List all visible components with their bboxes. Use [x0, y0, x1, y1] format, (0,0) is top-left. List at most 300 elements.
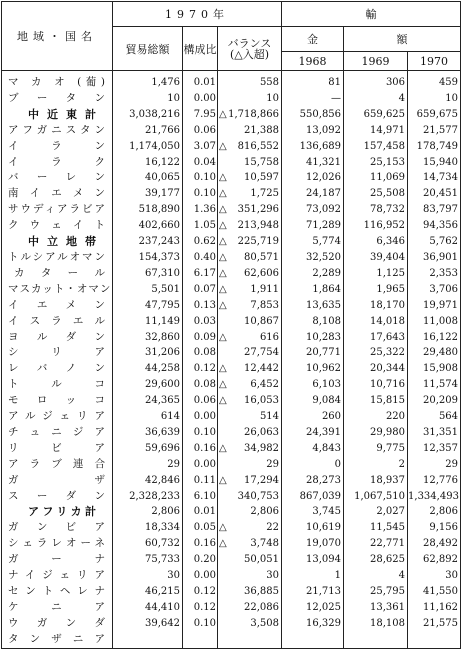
import-1970: 11,574 [408, 377, 461, 393]
import-1968: 10,283 [282, 330, 344, 346]
trade-total: 31,206 [113, 345, 183, 361]
import-1970: 14,734 [408, 170, 461, 186]
import-1968: 13,635 [282, 298, 344, 314]
import-1970: 30 [408, 568, 461, 584]
share-ratio: 1.05 [183, 218, 218, 234]
import-1970: 20,451 [408, 186, 461, 202]
import-1968: 10,619 [282, 520, 344, 536]
trade-total: 60,732 [113, 536, 183, 552]
trade-total: 59,696 [113, 441, 183, 457]
country-name: アルジェリア [2, 409, 113, 425]
import-1968: 3,745 [282, 504, 344, 520]
trade-total: 16,122 [113, 155, 183, 171]
import-1970: 15,908 [408, 361, 461, 377]
import-1969: 22,771 [344, 536, 408, 552]
trade-total: 40,065 [113, 170, 183, 186]
import-1968: 73,092 [282, 202, 344, 218]
balance-value: 7,853 [250, 299, 280, 311]
trade-total: 3,038,216 [113, 107, 183, 123]
table-row [2, 155, 461, 171]
balance-value: 10,867 [244, 315, 280, 327]
table-row [2, 330, 461, 346]
trade-balance [218, 186, 282, 202]
import-1968: 867,039 [282, 489, 344, 505]
import-1968: 28,273 [282, 473, 344, 489]
import-1969: 11,069 [344, 170, 408, 186]
import-1969: 4 [344, 91, 408, 107]
table-row [2, 504, 461, 520]
import-1969: 659,625 [344, 107, 408, 123]
trade-balance [218, 473, 282, 489]
trade-balance [218, 584, 282, 600]
import-1970: 2,353 [408, 266, 461, 282]
trade-balance [218, 298, 282, 314]
import-1970: 659,675 [408, 107, 461, 123]
import-1968: 6,103 [282, 377, 344, 393]
import-1970: 21,575 [408, 616, 461, 632]
country-name: アラブ連合 [2, 457, 113, 473]
import-1969 [344, 632, 408, 648]
country-name: セントヘレナ [2, 584, 113, 600]
balance-value: 12,442 [244, 363, 280, 375]
import-1970: 5,762 [408, 234, 461, 250]
country-name: ガ ー ナ [2, 552, 113, 568]
table-row [2, 600, 461, 616]
share-ratio: 0.10 [183, 186, 218, 202]
table-row [2, 202, 461, 218]
import-1969: 18,108 [344, 616, 408, 632]
country-name: ケ ニ ア [2, 600, 113, 616]
table-row [2, 91, 461, 107]
amount-header-right: 額 [344, 27, 461, 52]
deficit-triangle-icon: △ [219, 395, 227, 407]
import-1970: 1,334,493 [408, 489, 461, 505]
balance-value: 1,725 [250, 188, 280, 200]
deficit-triangle-icon: △ [219, 267, 227, 279]
balance-value: 36,885 [244, 586, 280, 597]
import-1969: 157,458 [344, 139, 408, 155]
country-name: タ ン ザ ニ ア [2, 632, 113, 648]
trade-balance [218, 616, 282, 632]
trade-total: 39,177 [113, 186, 183, 202]
import-1970: 29,480 [408, 345, 461, 361]
trade-total: 75,733 [113, 552, 183, 568]
import-1969: 25,795 [344, 584, 408, 600]
year-1969-header: 1969 [344, 52, 408, 71]
import-1968: 24,391 [282, 425, 344, 441]
share-ratio: 0.08 [183, 345, 218, 361]
country-name: ブ ー タ ン [2, 91, 113, 107]
trade-total: 11,149 [113, 314, 183, 330]
balance-value: 21,388 [244, 124, 280, 136]
deficit-triangle-icon: △ [219, 172, 227, 184]
country-name: ガ ザ [2, 473, 113, 489]
trade-balance [218, 107, 282, 123]
deficit-triangle-icon: △ [219, 140, 227, 152]
share-ratio: 0.12 [183, 584, 218, 600]
country-name: ウ ガ ン ダ [2, 616, 113, 632]
import-1968: 81 [282, 71, 344, 91]
balance-value: 15,758 [244, 156, 280, 168]
balance-value: 10 [266, 92, 280, 104]
share-ratio: 0.11 [183, 473, 218, 489]
deficit-triangle-icon: △ [219, 204, 227, 216]
country-name: ク ウ ェ イ ト [2, 218, 113, 234]
trade-balance [218, 504, 282, 520]
share-ratio: 1.36 [183, 202, 218, 218]
import-1969: 25,322 [344, 345, 408, 361]
table-row [2, 345, 461, 361]
table-row [2, 218, 461, 234]
table-row [2, 584, 461, 600]
share-ratio: 0.00 [183, 91, 218, 107]
balance-value: 6,452 [250, 379, 280, 391]
balance-label-line1: バランス [227, 36, 272, 50]
trade-total: 47,795 [113, 298, 183, 314]
import-1969: 39,404 [344, 250, 408, 266]
country-name: マスカット・オマン [2, 282, 113, 298]
balance-value: 22,086 [244, 601, 280, 613]
country-name: サウディアラビア [2, 202, 113, 218]
balance-value: 50,051 [244, 554, 280, 566]
import-1968: 550,856 [282, 107, 344, 123]
share-ratio: 0.06 [183, 393, 218, 409]
import-1970: 11,162 [408, 600, 461, 616]
trade-balance [218, 123, 282, 139]
import-1969: 4 [344, 568, 408, 584]
trade-total: 518,890 [113, 202, 183, 218]
country-name: チ ュ ニ ジ ア [2, 425, 113, 441]
balance-value: 34,982 [244, 442, 280, 454]
share-ratio: 0.62 [183, 234, 218, 250]
trade-balance [218, 552, 282, 568]
import-1970 [408, 632, 461, 648]
import-1970: 15,940 [408, 155, 461, 171]
share-ratio: 0.03 [183, 314, 218, 330]
table-row [2, 266, 461, 282]
balance-value: 10,597 [244, 172, 280, 184]
balance-value: 26,063 [244, 426, 280, 438]
trade-total: 36,639 [113, 425, 183, 441]
import-1970: 28,492 [408, 536, 461, 552]
balance-value: 514 [259, 411, 280, 423]
import-1970: 83,797 [408, 202, 461, 218]
share-ratio: 0.13 [183, 298, 218, 314]
import-1970: 41,550 [408, 584, 461, 600]
import-1969: 15,815 [344, 393, 408, 409]
deficit-triangle-icon: △ [219, 538, 227, 550]
year-1970-header: 1970 [408, 52, 461, 71]
table-row [2, 441, 461, 457]
import-1968: 32,520 [282, 250, 344, 266]
import-1970: 564 [408, 409, 461, 425]
share-ratio: 0.00 [183, 409, 218, 425]
balance-label-line2: (△入超) [229, 47, 270, 61]
import-1970: 11,008 [408, 314, 461, 330]
share-ratio: 7.95 [183, 107, 218, 123]
table-row [2, 457, 461, 473]
trade-total: 44,410 [113, 600, 183, 616]
import-1970: 178,749 [408, 139, 461, 155]
table-row [2, 71, 461, 91]
amount-header-left: 金 [282, 27, 344, 52]
trade-balance [218, 155, 282, 171]
balance-value: 17,294 [244, 474, 280, 486]
trade-total: 2,806 [113, 504, 183, 520]
deficit-triangle-icon: △ [219, 251, 227, 263]
trade-total: 154,373 [113, 250, 183, 266]
trade-balance [218, 345, 282, 361]
import-1969: 306 [344, 71, 408, 91]
share-ratio: 0.04 [183, 155, 218, 171]
trade-balance [218, 361, 282, 377]
balance-value: 16,053 [244, 395, 280, 407]
share-ratio [183, 632, 218, 648]
trade-total: 24,365 [113, 393, 183, 409]
trade-total: 1,174,050 [113, 139, 183, 155]
country-name: レ バ ノ ン [2, 361, 113, 377]
table-body [2, 71, 461, 649]
trade-total: 18,334 [113, 520, 183, 536]
country-name: イ ス ラ エ ル [2, 314, 113, 330]
import-1970: 12,776 [408, 473, 461, 489]
import-1968: 21,713 [282, 584, 344, 600]
deficit-triangle-icon: △ [219, 331, 227, 343]
share-ratio: 3.07 [183, 139, 218, 155]
import-1969: 1,965 [344, 282, 408, 298]
import-1969: 29,980 [344, 425, 408, 441]
country-name: 中 立 地 帯 [2, 234, 113, 250]
country-name: マ カ オ (葡) [2, 71, 113, 91]
import-1969: 25,508 [344, 186, 408, 202]
balance-value: 616 [259, 331, 280, 343]
trade-balance [218, 489, 282, 505]
trade-balance [218, 91, 282, 107]
balance-value: 558 [259, 77, 280, 88]
trade-total: 237,243 [113, 234, 183, 250]
trade-balance [218, 202, 282, 218]
import-1968: 20,771 [282, 345, 344, 361]
import-1968: 5,774 [282, 234, 344, 250]
deficit-triangle-icon: △ [219, 442, 227, 454]
import-1969: 10,716 [344, 377, 408, 393]
share-ratio: 6.17 [183, 266, 218, 282]
import-1970: 16,122 [408, 330, 461, 346]
import-1969: 20,344 [344, 361, 408, 377]
trade-balance [218, 170, 282, 186]
import-1970: 459 [408, 71, 461, 91]
import-1969: 1,067,510 [344, 489, 408, 505]
share-ratio: 0.06 [183, 123, 218, 139]
trade-total: 614 [113, 409, 183, 425]
trade-balance [218, 425, 282, 441]
import-1968: — [282, 91, 344, 107]
import-1970: 19,971 [408, 298, 461, 314]
import-1968: 136,689 [282, 139, 344, 155]
import-1969: 18,937 [344, 473, 408, 489]
share-ratio: 0.20 [183, 552, 218, 568]
share-ratio: 0.16 [183, 536, 218, 552]
import-1969: 28,625 [344, 552, 408, 568]
table-row [2, 393, 461, 409]
trade-balance [218, 457, 282, 473]
trade-balance [218, 139, 282, 155]
table-row [2, 520, 461, 536]
trade-balance [218, 71, 282, 91]
trade-balance [218, 393, 282, 409]
year-1968-header: 1968 [282, 52, 344, 71]
deficit-triangle-icon: △ [219, 379, 227, 391]
import-1968: 0 [282, 457, 344, 473]
region-column-header: 地域・国名 [2, 2, 113, 71]
import-1969: 13,361 [344, 600, 408, 616]
country-name: シェラレオーネ [2, 536, 113, 552]
deficit-triangle-icon: △ [219, 108, 227, 120]
import-1968: 1,864 [282, 282, 344, 298]
balance-value: 62,606 [244, 267, 280, 279]
import-1968: 1 [282, 568, 344, 584]
import-1970: 62,892 [408, 552, 461, 568]
table-row [2, 489, 461, 505]
balance-value: 351,296 [237, 204, 280, 216]
table-row [2, 186, 461, 202]
trade-total: 402,660 [113, 218, 183, 234]
import-1968: 2,289 [282, 266, 344, 282]
import-1969: 17,643 [344, 330, 408, 346]
import-1969: 11,545 [344, 520, 408, 536]
trade-balance [218, 314, 282, 330]
trade-balance [218, 330, 282, 346]
trade-total: 21,766 [113, 123, 183, 139]
import-1968: 71,289 [282, 218, 344, 234]
table-row [2, 170, 461, 186]
trade-total: 46,215 [113, 584, 183, 600]
import-1970: 20,209 [408, 393, 461, 409]
share-ratio: 0.01 [183, 504, 218, 520]
import-1970: 2,806 [408, 504, 461, 520]
import-1970: 29 [408, 457, 461, 473]
balance-value: 340,753 [237, 490, 280, 502]
country-name: リ ビ ア [2, 441, 113, 457]
trade-total: 5,501 [113, 282, 183, 298]
balance-value: 80,571 [244, 251, 280, 263]
country-name: ト ル コ [2, 377, 113, 393]
import-1969: 18,170 [344, 298, 408, 314]
share-ratio: 0.12 [183, 600, 218, 616]
import-1970: 36,901 [408, 250, 461, 266]
import-1969: 220 [344, 409, 408, 425]
import-1970: 10 [408, 91, 461, 107]
table-row [2, 632, 461, 648]
share-ratio: 0.10 [183, 170, 218, 186]
deficit-triangle-icon: △ [219, 236, 227, 248]
import-1969: 14,018 [344, 314, 408, 330]
balance-value: 1,718,866 [228, 108, 280, 120]
share-ratio: 0.16 [183, 441, 218, 457]
country-name: トルシアルオマン [2, 250, 113, 266]
trade-balance [218, 377, 282, 393]
country-name: ナイジェリア [2, 568, 113, 584]
country-name: イ ラ ク [2, 155, 113, 171]
share-ratio: 0.09 [183, 330, 218, 346]
trade-total: 39,642 [113, 616, 183, 632]
trade-balance [218, 266, 282, 282]
balance-value: 29 [266, 458, 280, 470]
table-row [2, 234, 461, 250]
deficit-triangle-icon: △ [219, 363, 227, 375]
import-1969: 25,153 [344, 155, 408, 171]
deficit-triangle-icon: △ [219, 188, 227, 200]
balance-value: 225,719 [237, 236, 280, 248]
balance-value: 3,508 [250, 617, 280, 629]
import-1968: 19,070 [282, 536, 344, 552]
import-1968: 16,329 [282, 616, 344, 632]
table-header [2, 2, 461, 71]
country-name: アフリカ計 [2, 504, 113, 520]
trade-balance [218, 632, 282, 648]
trade-balance [218, 520, 282, 536]
balance-value: 816,552 [237, 140, 280, 152]
table-row [2, 282, 461, 298]
share-ratio: 0.40 [183, 250, 218, 266]
balance-value: 22 [266, 522, 280, 534]
import-1968: 13,092 [282, 123, 344, 139]
balance-value: 30 [266, 570, 280, 582]
trade-balance [218, 409, 282, 425]
balance-value: 3,748 [250, 538, 280, 550]
import-1968: 41,321 [282, 155, 344, 171]
import-1969: 1,125 [344, 266, 408, 282]
table-row [2, 250, 461, 266]
import-1968: 10,962 [282, 361, 344, 377]
balance-column-header [218, 27, 282, 71]
share-ratio: 0.00 [183, 457, 218, 473]
import-1970: 9,156 [408, 520, 461, 536]
trade-total: 29 [113, 457, 183, 473]
trade-table [1, 1, 461, 649]
import-1969: 9,775 [344, 441, 408, 457]
trade-total: 32,860 [113, 330, 183, 346]
country-name: ス ー ダ ン [2, 489, 113, 505]
share-column-header: 構成比 [183, 27, 218, 71]
share-ratio: 0.07 [183, 282, 218, 298]
share-ratio: 0.10 [183, 425, 218, 441]
trade-balance [218, 441, 282, 457]
import-1970: 94,356 [408, 218, 461, 234]
trade-total: 2,328,233 [113, 489, 183, 505]
deficit-triangle-icon: △ [219, 474, 227, 486]
table-row [2, 473, 461, 489]
trade-balance [218, 250, 282, 266]
deficit-triangle-icon: △ [219, 283, 227, 295]
trade-total: 42,846 [113, 473, 183, 489]
trade-balance [218, 218, 282, 234]
country-name: イ ラ ン [2, 139, 113, 155]
balance-value: 1,911 [250, 283, 280, 295]
import-1968: 13,094 [282, 552, 344, 568]
trade-total: 29,600 [113, 377, 183, 393]
country-name: モ ロ ッ コ [2, 393, 113, 409]
import-1970: 31,351 [408, 425, 461, 441]
country-name: シ リ ア [2, 345, 113, 361]
import-1969: 78,732 [344, 202, 408, 218]
table-row [2, 616, 461, 632]
trade-total: 30 [113, 568, 183, 584]
import-1969: 6,346 [344, 234, 408, 250]
import-1970: 21,577 [408, 123, 461, 139]
table-row [2, 568, 461, 584]
trade-balance [218, 568, 282, 584]
